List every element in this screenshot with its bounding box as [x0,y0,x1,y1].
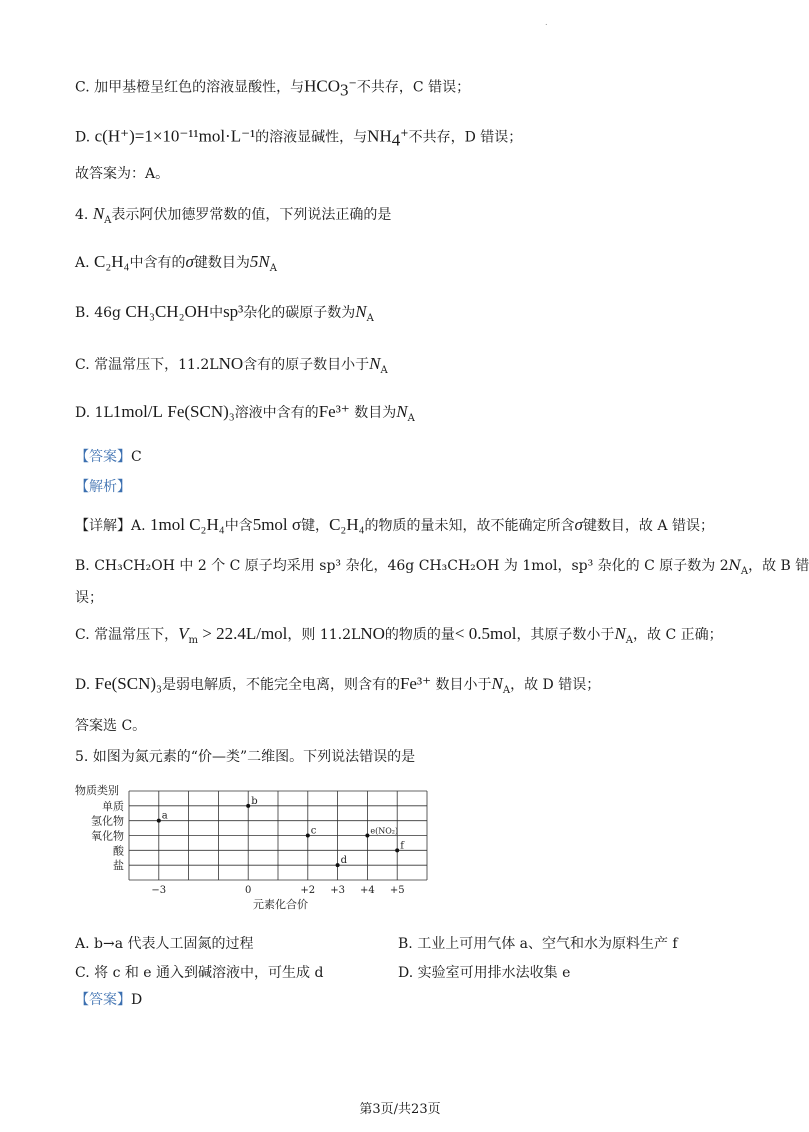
valence-class-chart [70,783,450,913]
y-category-label: 酸 [113,844,124,858]
y-category-label: 盐 [113,859,124,873]
data-point-label: c [310,825,317,837]
q5-option-a: A. b→a 代表人工固氮的过程 [75,936,254,952]
q5-option-b: B. 工业上可用气体 a、空气和水为原料生产 f [398,936,678,952]
q4-detail-c: C. 常温常压下，$V_m > 22.4L/mol$，则 11.2LNO的物质的量< 0.5mol，其原子数小于$N_A$，故 C 正确； [75,624,723,646]
q4-detail-d: D. Fe(SCN)₃是弱电解质，不能完全电离，则含有的Fe³⁺ 数目小于$N_A$，故 D 错误； [75,674,601,696]
q4-stem: 4. $N_A$表示阿伏加德罗常数的值，下列说法正确的是 [75,204,392,226]
q4-option-d: D. 1L1mol/L Fe(SCN)₃溶液中含有的Fe³⁺ 数目为$N_A$ [75,402,415,424]
q4-answer: 【答案】C [75,449,142,465]
line-top-c: C. 加甲基橙呈红色的溶液显酸性，与$HCO_3^-$不共存，C 错误； [75,76,471,100]
q4-option-b: B. 46g CH₃CH₂OH中sp³杂化的碳原子数为$N_A$ [75,302,374,324]
y-category-label: 单质 [102,799,124,813]
x-tick-label: 0 [245,885,252,896]
data-point-label: b [251,795,258,807]
data-point [365,834,369,838]
y-category-label: 氢化物 [91,814,124,828]
q4-option-a: A. C₂H₄中含有的σ键数目为$5N_A$ [75,252,277,274]
data-point-label: a [161,810,168,822]
chart-points [157,796,405,867]
x-tick-label: +4 [360,885,375,896]
data-point-label: f [400,840,404,852]
data-point [246,804,250,808]
q5-stem: 5. 如图为氮元素的“价—类”二维图。下列说法错误的是 [75,749,416,765]
chart-x-title: 元素化合价 [253,898,308,911]
x-tick-label: −3 [151,885,167,896]
page-footer: 第3页/共23页 [359,1102,441,1117]
x-tick-label: +2 [300,885,316,896]
data-point [157,819,161,823]
q4-detail-b: B. CH₃CH₂OH 中 2 个 C 原子均采用 sp³ 杂化，46g CH₃CH₂OH 为 1mol，sp³ 杂化的 C 原子数为 $2N_A$，故 B 错 [75,558,809,577]
q4-option-c: C. 常温常压下，11.2LNO含有的原子数目小于$N_A$ [75,354,388,376]
data-point [336,863,340,867]
x-tick-label: +5 [389,885,405,896]
q4-analysis-tag: 【解析】 [75,479,131,495]
x-tick-label: +3 [330,885,345,896]
q5-option-c: C. 将 c 和 e 通入到碱溶液中，可生成 d [75,965,324,981]
data-point [306,834,310,838]
data-point-label: e(NO₂) [370,826,399,836]
data-point [395,848,399,852]
y-category-label: 氧化物 [91,829,124,843]
chart-y-title: 物质类别 [75,784,119,797]
q4-detail-a: 【详解】A. 1mol C₂H₄中含5mol σ键，C₂H₄的物质的量未知，故不能确定所含σ键数目，故 A 错误； [75,515,714,534]
chart-y-labels [91,799,125,872]
q5-option-d: D. 实验室可用排水法收集 e [398,965,571,981]
chart-x-labels [151,885,404,896]
data-point-label: d [340,855,348,867]
chart-grid [129,791,427,880]
line-top-answer: 故答案为：A。 [75,166,170,182]
line-top-d: D. c(H⁺)=1×10⁻¹¹mol·L⁻¹的溶液显碱性，与$NH_4^+$不共存，D 错误； [75,126,523,150]
q4-detail-b-cont: 误； [75,590,103,606]
q4-final-answer: 答案选 C。 [75,718,147,734]
corner-mark: . [545,18,548,27]
q5-answer: 【答案】D [75,992,143,1008]
